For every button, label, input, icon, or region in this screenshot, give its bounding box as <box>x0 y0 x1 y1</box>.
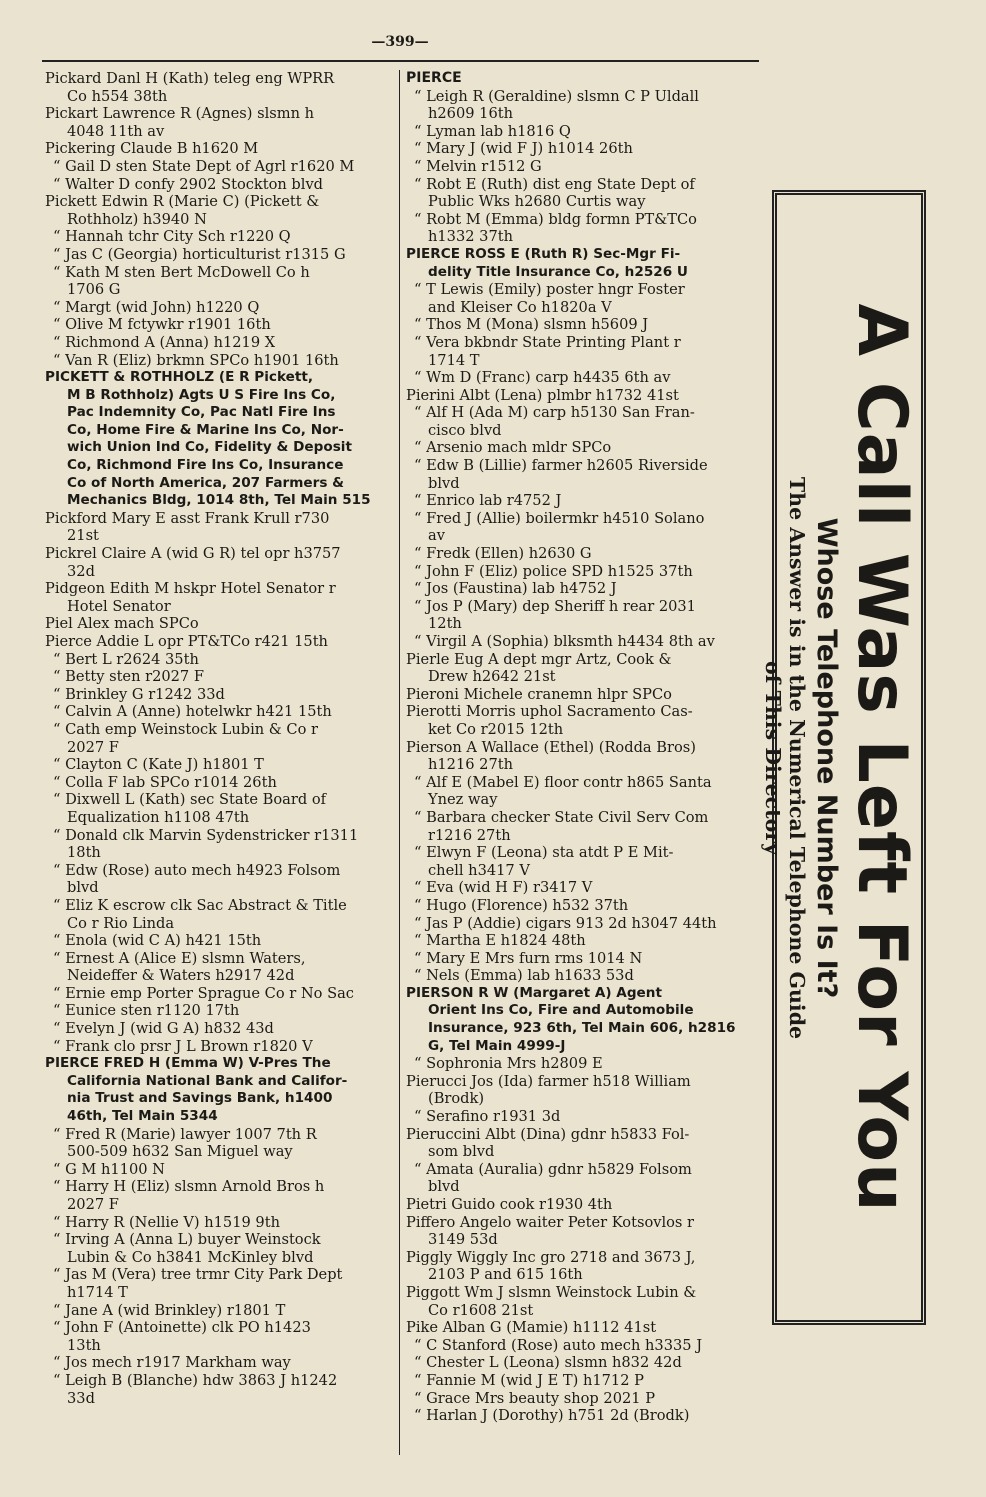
directory-entry <box>406 492 764 510</box>
directory-entry <box>406 774 764 809</box>
entry-line: Lubin & Co h3841 McKinley blvd <box>67 1248 314 1266</box>
entry-line: Insurance, 923 6th, Tel Main 606, h2816 <box>428 1020 736 1037</box>
directory-entry <box>406 510 764 545</box>
entry-line: delity Title Insurance Co, h2526 U <box>428 263 688 280</box>
entry-line: “ Irving A (Anna L) buyer Weinstock <box>53 1231 321 1249</box>
entry-line: Co, Home Fire & Marine Ins Co, Nor- <box>67 421 344 438</box>
entry-line: wich Union Ind Co, Fidelity & Deposit <box>67 439 352 456</box>
directory-entry <box>406 1214 764 1249</box>
entry-line: “ Jane A (wid Brinkley) r1801 T <box>53 1301 286 1319</box>
directory-entry <box>406 1161 764 1196</box>
directory-entry <box>406 1055 764 1073</box>
directory-entry <box>45 1319 395 1354</box>
entry-line: “ Jas M (Vera) tree trmr City Park Dept <box>53 1266 343 1284</box>
directory-entry <box>45 246 395 264</box>
entry-line: “ Eunice sten r1120 17th <box>53 1002 240 1020</box>
entry-line: Pierotti Morris uphol Sacramento Cas- <box>406 703 693 721</box>
directory-entry <box>45 932 395 950</box>
entry-line: PIERSON R W (Margaret A) Agent <box>406 984 662 1001</box>
directory-entry <box>406 651 764 686</box>
entry-line: “ Calvin A (Anne) hotelwkr h421 15th <box>53 703 332 721</box>
directory-entry <box>45 651 395 669</box>
directory-entry <box>406 439 764 457</box>
entry-line: Mechanics Bldg, 1014 8th, Tel Main 515 <box>67 492 371 509</box>
directory-entry <box>45 633 395 651</box>
directory-entry <box>406 404 764 439</box>
ad-headline: A Call Was Left For You <box>842 303 921 1212</box>
entry-line: “ Sophronia Mrs h2809 E <box>414 1055 603 1073</box>
entry-line: “ Betty sten r2027 F <box>53 668 204 686</box>
entry-line: Piffero Angelo waiter Peter Kotsovlos r <box>406 1213 695 1231</box>
entry-line: Pieroni Michele cranemn hlpr SPCo <box>406 685 672 703</box>
directory-entry <box>406 1407 764 1425</box>
entry-line: Pickrel Claire A (wid G R) tel opr h3757 <box>45 545 341 563</box>
directory-entry <box>45 1214 395 1232</box>
entry-line: “ C Stanford (Rose) auto mech h3335 J <box>414 1336 703 1354</box>
entry-line: “ Kath M sten Bert McDowell Co h <box>53 263 310 281</box>
directory-entry <box>406 88 764 123</box>
column-heading: PIERCE <box>406 70 462 86</box>
directory-entry <box>45 668 395 686</box>
directory-entry <box>406 967 764 985</box>
directory-entry <box>45 950 395 985</box>
entry-line: “ Olive M fctywkr r1901 16th <box>53 316 271 334</box>
entry-line: 2027 F <box>67 1196 119 1213</box>
entry-line: “ Hugo (Florence) h532 37th <box>414 896 629 914</box>
entry-line: “ Colla F lab SPCo r1014 26th <box>53 773 277 791</box>
directory-entry <box>45 1161 395 1179</box>
entry-line: 2027 F <box>67 738 119 756</box>
entry-line: “ Donald clk Marvin Sydenstricker r1311 <box>53 826 359 844</box>
entry-line: “ Leigh R (Geraldine) slsmn C P Uldall <box>414 87 699 105</box>
directory-entry <box>406 1284 764 1319</box>
entry-line: h1714 T <box>67 1283 128 1301</box>
entry-line: “ Walter D confy 2902 Stockton blvd <box>53 175 324 193</box>
entry-line: Pickett Edwin R (Marie C) (Pickett & <box>45 193 320 211</box>
entry-line: “ Alf H (Ada M) carp h5130 San Fran- <box>414 404 695 422</box>
entry-line: Co of North America, 207 Farmers & <box>67 474 344 491</box>
entry-line: 12th <box>428 615 462 633</box>
display-listing <box>406 246 764 281</box>
directory-entry <box>406 703 764 738</box>
entry-line: h1216 27th <box>428 756 514 774</box>
directory-entry <box>406 1126 764 1161</box>
display-listing <box>406 985 764 1055</box>
entry-line: “ Dixwell L (Kath) sec State Board of <box>53 791 327 809</box>
entry-line: Co r Rio Linda <box>67 914 175 932</box>
entry-line: (Brodk) <box>428 1090 485 1108</box>
directory-entry <box>406 1337 764 1355</box>
entry-line: Pietri Guido cook r1930 4th <box>406 1196 613 1213</box>
entry-line: “ Fannie M (wid J E T) h1712 P <box>414 1371 644 1389</box>
directory-entry <box>406 686 764 704</box>
entry-line: “ Jos (Faustina) lab h4752 J <box>414 580 617 598</box>
directory-entry <box>406 739 764 774</box>
column-divider <box>399 70 400 1455</box>
entry-line: h1332 37th <box>428 228 514 246</box>
entry-line: Co h554 38th <box>67 87 168 105</box>
entry-line: “ Virgil A (Sophia) blksmth h4434 8th av <box>414 633 715 650</box>
directory-entry <box>406 1249 764 1284</box>
entry-line: G, Tel Main 4999-J <box>428 1037 566 1054</box>
directory-entry <box>45 1354 395 1372</box>
entry-line: “ Brinkley G r1242 33d <box>53 685 225 703</box>
directory-entry <box>45 105 395 140</box>
directory-entry <box>45 897 395 932</box>
entry-line: “ Alf E (Mabel E) floor contr h865 Santa <box>414 773 712 791</box>
entry-line: “ Harry R (Nellie V) h1519 9th <box>53 1213 280 1231</box>
directory-entry <box>45 1020 395 1038</box>
entry-line: “ Melvin r1512 G <box>414 157 542 175</box>
directory-entry <box>406 633 764 651</box>
entry-line: Co r1608 21st <box>428 1301 534 1319</box>
directory-entry <box>406 369 764 387</box>
entry-line: Drew h2642 21st <box>428 668 556 686</box>
display-listing <box>45 369 395 510</box>
directory-entry <box>45 510 395 545</box>
directory-entry <box>406 809 764 844</box>
entry-line: Ynez way <box>428 791 498 809</box>
entry-line: Pickart Lawrence R (Agnes) slsmn h <box>45 105 315 123</box>
entry-line: “ Ernie emp Porter Sprague Co r No Sac <box>53 984 354 1002</box>
entry-line: Piggly Wiggly Inc gro 2718 and 3673 J, <box>406 1248 696 1266</box>
directory-entry <box>406 123 764 141</box>
directory-entry <box>45 1372 395 1407</box>
entry-line: “ Hannah tchr City Sch r1220 Q <box>53 228 291 246</box>
directory-entry <box>45 756 395 774</box>
directory-entry <box>406 457 764 492</box>
directory-entry <box>406 897 764 915</box>
directory-entry <box>406 281 764 316</box>
entry-line: Pike Alban G (Mamie) h1112 41st <box>406 1319 657 1337</box>
entry-line: “ Richmond A (Anna) h1219 X <box>53 333 276 351</box>
directory-entry <box>406 598 764 633</box>
entry-line: “ Barbara checker State Civil Serv Com <box>414 808 709 826</box>
entry-line: r1216 27th <box>428 826 511 844</box>
entry-line: “ John F (Eliz) police SPD h1525 37th <box>414 562 693 580</box>
directory-entry <box>45 1178 395 1213</box>
directory-entry <box>406 545 764 563</box>
directory-entry <box>45 791 395 826</box>
entry-line: Pierson A Wallace (Ethel) (Rodda Bros) <box>406 738 696 756</box>
entry-line: 18th <box>67 844 101 862</box>
entry-line: “ Fred J (Allie) boilermkr h4510 Solano <box>414 509 705 527</box>
left-column <box>45 70 395 1407</box>
entry-line: Piel Alex mach SPCo <box>45 615 199 633</box>
ad-answer-line2: of This Directory <box>761 660 785 855</box>
entry-line: Pickering Claude B h1620 M <box>45 140 259 158</box>
directory-entry <box>406 158 764 176</box>
directory-entry <box>406 1319 764 1337</box>
directory-entry <box>406 844 764 879</box>
ad-question: Whose Telephone Number Is It? <box>811 517 842 998</box>
entry-line: blvd <box>428 474 460 492</box>
entry-line: 46th, Tel Main 5344 <box>67 1108 218 1125</box>
entry-line: “ Nels (Emma) lab h1633 53d <box>414 967 634 985</box>
directory-entry <box>406 1372 764 1390</box>
directory-entry <box>406 563 764 581</box>
entry-line: Piggott Wm J slsmn Weinstock Lubin & <box>406 1283 697 1301</box>
directory-entry <box>406 316 764 334</box>
entry-line: “ Grace Mrs beauty shop 2021 P <box>414 1389 656 1407</box>
entry-line: “ Gail D sten State Dept of Agrl r1620 M <box>53 157 355 175</box>
entry-line: “ Robt E (Ruth) dist eng State Dept of <box>414 175 695 193</box>
directory-entry <box>406 140 764 158</box>
entry-line: som blvd <box>428 1143 495 1161</box>
entry-line: Equalization h1108 47th <box>67 808 250 826</box>
entry-line: “ John F (Antoinette) clk PO h1423 <box>53 1319 311 1337</box>
entry-line: California National Bank and Califor- <box>67 1072 348 1089</box>
directory-entry <box>406 932 764 950</box>
entry-line: ket Co r2015 12th <box>428 720 564 738</box>
entry-line: “ Frank clo prsr J L Brown r1820 V <box>53 1037 313 1055</box>
directory-entry <box>406 211 764 246</box>
display-listing <box>45 1055 395 1125</box>
entry-line: “ Edw B (Lillie) farmer h2605 Riverside <box>414 457 708 475</box>
directory-entry <box>45 193 395 228</box>
directory-entry <box>45 985 395 1003</box>
entry-line: “ Eliz K escrow clk Sac Abstract & Title <box>53 896 347 914</box>
entry-line: “ Harry H (Eliz) slsmn Arnold Bros h <box>53 1178 325 1196</box>
directory-entry <box>45 158 395 176</box>
entry-line: Public Wks h2680 Curtis way <box>428 193 646 211</box>
entry-line: “ Eva (wid H F) r3417 V <box>414 879 593 897</box>
entry-line: av <box>428 527 445 545</box>
entry-line: Hotel Senator <box>67 597 171 615</box>
entry-line: Orient Ins Co, Fire and Automobile <box>428 1002 694 1019</box>
entry-line: Pierle Eug A dept mgr Artz, Cook & <box>406 650 672 668</box>
directory-entry <box>45 703 395 721</box>
entry-line: “ Enrico lab r4752 J <box>414 492 562 510</box>
directory-entry <box>45 352 395 370</box>
ad-answer-line1: The Answer is in the Numerical Telephone Guide <box>785 476 809 1039</box>
directory-entry <box>45 1302 395 1320</box>
entry-line: blvd <box>67 879 99 897</box>
directory-entry <box>45 721 395 756</box>
middle-column <box>406 70 764 1425</box>
entry-line: “ Chester L (Leona) slsmn h832 42d <box>414 1354 682 1372</box>
directory-entry <box>45 1038 395 1056</box>
directory-entry <box>406 1196 764 1214</box>
entry-line: “ Leigh B (Blanche) hdw 3863 J h1242 <box>53 1371 338 1389</box>
entry-line: PIERCE ROSS E (Ruth R) Sec-Mgr Fi- <box>406 245 681 262</box>
entry-line: Pac Indemnity Co, Pac Natl Fire Ins <box>67 404 336 421</box>
entry-line: 1714 T <box>428 351 480 369</box>
entry-line: “ Jos P (Mary) dep Sheriff h rear 2031 <box>414 597 696 615</box>
directory-entry <box>406 1073 764 1108</box>
entry-line: “ Clayton C (Kate J) h1801 T <box>53 756 264 774</box>
directory-entry <box>45 545 395 580</box>
entry-line: 3149 53d <box>428 1231 498 1249</box>
directory-entry <box>406 1354 764 1372</box>
directory-entry <box>45 1231 395 1266</box>
directory-entry <box>406 1390 764 1408</box>
entry-line: h2609 16th <box>428 105 514 123</box>
entry-line: 1706 G <box>67 281 121 299</box>
top-rule <box>42 60 759 62</box>
directory-entry <box>45 264 395 299</box>
entry-line: cisco blvd <box>428 421 502 439</box>
entry-line: Rothholz) h3940 N <box>67 210 207 228</box>
advertisement-text <box>761 203 921 1313</box>
directory-entry <box>45 70 395 105</box>
entry-line: and Kleiser Co h1820a V <box>428 298 612 316</box>
entry-line: “ Van R (Eliz) brkmn SPCo h1901 16th <box>53 351 339 369</box>
entry-line: “ Bert L r2624 35th <box>53 650 199 668</box>
directory-entry <box>45 334 395 352</box>
entry-line: “ Robt M (Emma) bldg formn PT&TCo <box>414 210 697 228</box>
directory-entry <box>45 580 395 615</box>
entry-line: “ Cath emp Weinstock Lubin & Co r <box>53 720 318 738</box>
entry-line: “ Mary E Mrs furn rms 1014 N <box>414 949 643 967</box>
entry-line: chell h3417 V <box>428 861 530 879</box>
entry-line: “ G M h1100 N <box>53 1160 165 1178</box>
entry-line: 13th <box>67 1336 101 1354</box>
entry-line: “ T Lewis (Emily) poster hngr Foster <box>414 281 685 299</box>
advertisement-box <box>761 190 926 1325</box>
directory-entry <box>45 827 395 862</box>
entry-line: “ Elwyn F (Leona) sta atdt P E Mit- <box>414 844 674 862</box>
directory-entry <box>406 334 764 369</box>
entry-line: 21st <box>67 527 99 545</box>
entry-line: Pierini Albt (Lena) plmbr h1732 41st <box>406 386 679 404</box>
directory-entry <box>45 316 395 334</box>
entry-line: “ Martha E h1824 48th <box>414 932 586 950</box>
entry-line: M B Rothholz) Agts U S Fire Ins Co, <box>67 386 336 403</box>
entry-line: PICKETT & ROTHHOLZ (E R Pickett, <box>45 369 314 386</box>
entry-line: “ Enola (wid C A) h421 15th <box>53 932 262 950</box>
directory-entry <box>45 1126 395 1161</box>
entry-line: “ Jas P (Addie) cigars 913 2d h3047 44th <box>414 914 717 932</box>
entry-line: 32d <box>67 562 95 580</box>
directory-entry <box>45 140 395 158</box>
entry-line: “ Ernest A (Alice E) slsmn Waters, <box>53 949 306 967</box>
entry-line: “ Jas C (Georgia) horticulturist r1315 G <box>53 245 346 263</box>
entry-line: Pickford Mary E asst Frank Krull r730 <box>45 509 330 527</box>
entry-line: Pierce Addie L opr PT&TCo r421 15th <box>45 633 328 650</box>
directory-entry <box>406 387 764 405</box>
directory-entry <box>45 299 395 317</box>
entry-line: “ Arsenio mach mldr SPCo <box>414 439 612 457</box>
page-number: —399— <box>371 34 429 50</box>
directory-entry <box>45 176 395 194</box>
entry-line: Pierucci Jos (Ida) farmer h518 William <box>406 1072 691 1090</box>
entry-line: “ Edw (Rose) auto mech h4923 Folsom <box>53 861 341 879</box>
entry-line: 500-509 h632 San Miguel way <box>67 1143 293 1161</box>
entry-line: “ Wm D (Franc) carp h4435 6th av <box>414 369 671 387</box>
entry-line: “ Amata (Auralia) gdnr h5829 Folsom <box>414 1160 692 1178</box>
entry-line: “ Margt (wid John) h1220 Q <box>53 298 260 316</box>
entry-line: PIERCE FRED H (Emma W) V-Pres The <box>45 1055 331 1072</box>
entry-line: “ Serafino r1931 3d <box>414 1108 561 1126</box>
directory-entry <box>406 580 764 598</box>
entry-line: Neideffer & Waters h2917 42d <box>67 967 295 985</box>
directory-entry <box>45 1002 395 1020</box>
directory-entry <box>45 862 395 897</box>
entry-line: 4048 11th av <box>67 122 165 140</box>
entry-line: 33d <box>67 1389 95 1407</box>
entry-line: “ Lyman lab h1816 Q <box>414 122 571 140</box>
entry-line: Co, Richmond Fire Ins Co, Insurance <box>67 457 344 474</box>
entry-line: 2103 P and 615 16th <box>428 1266 583 1284</box>
directory-entry <box>45 686 395 704</box>
entry-line: “ Thos M (Mona) slsmn h5609 J <box>414 316 649 334</box>
entry-line: Pidgeon Edith M hskpr Hotel Senator r <box>45 580 336 598</box>
entry-line: blvd <box>428 1178 460 1196</box>
entry-line: “ Mary J (wid F J) h1014 26th <box>414 140 633 158</box>
entry-line: “ Vera bkbndr State Printing Plant r <box>414 333 681 351</box>
entry-line: nia Trust and Savings Bank, h1400 <box>67 1090 333 1107</box>
directory-entry <box>406 950 764 968</box>
directory-entry <box>406 176 764 211</box>
directory-entry <box>45 1266 395 1301</box>
directory-entry <box>45 774 395 792</box>
directory-entry <box>45 228 395 246</box>
entry-line: “ Fred R (Marie) lawyer 1007 7th R <box>53 1125 317 1143</box>
entry-line: “ Harlan J (Dorothy) h751 2d (Brodk) <box>414 1407 690 1425</box>
entry-line: “ Jos mech r1917 Markham way <box>53 1354 291 1372</box>
directory-entry <box>406 1108 764 1126</box>
entry-line: Pieruccini Albt (Dina) gdnr h5833 Fol- <box>406 1125 690 1143</box>
entry-line: “ Fredk (Ellen) h2630 G <box>414 545 592 563</box>
entry-line: “ Evelyn J (wid G A) h832 43d <box>53 1020 274 1038</box>
entry-line: Pickard Danl H (Kath) teleg eng WPRR <box>45 70 335 87</box>
directory-entry <box>406 879 764 897</box>
directory-entry <box>45 615 395 633</box>
directory-entry <box>406 915 764 933</box>
